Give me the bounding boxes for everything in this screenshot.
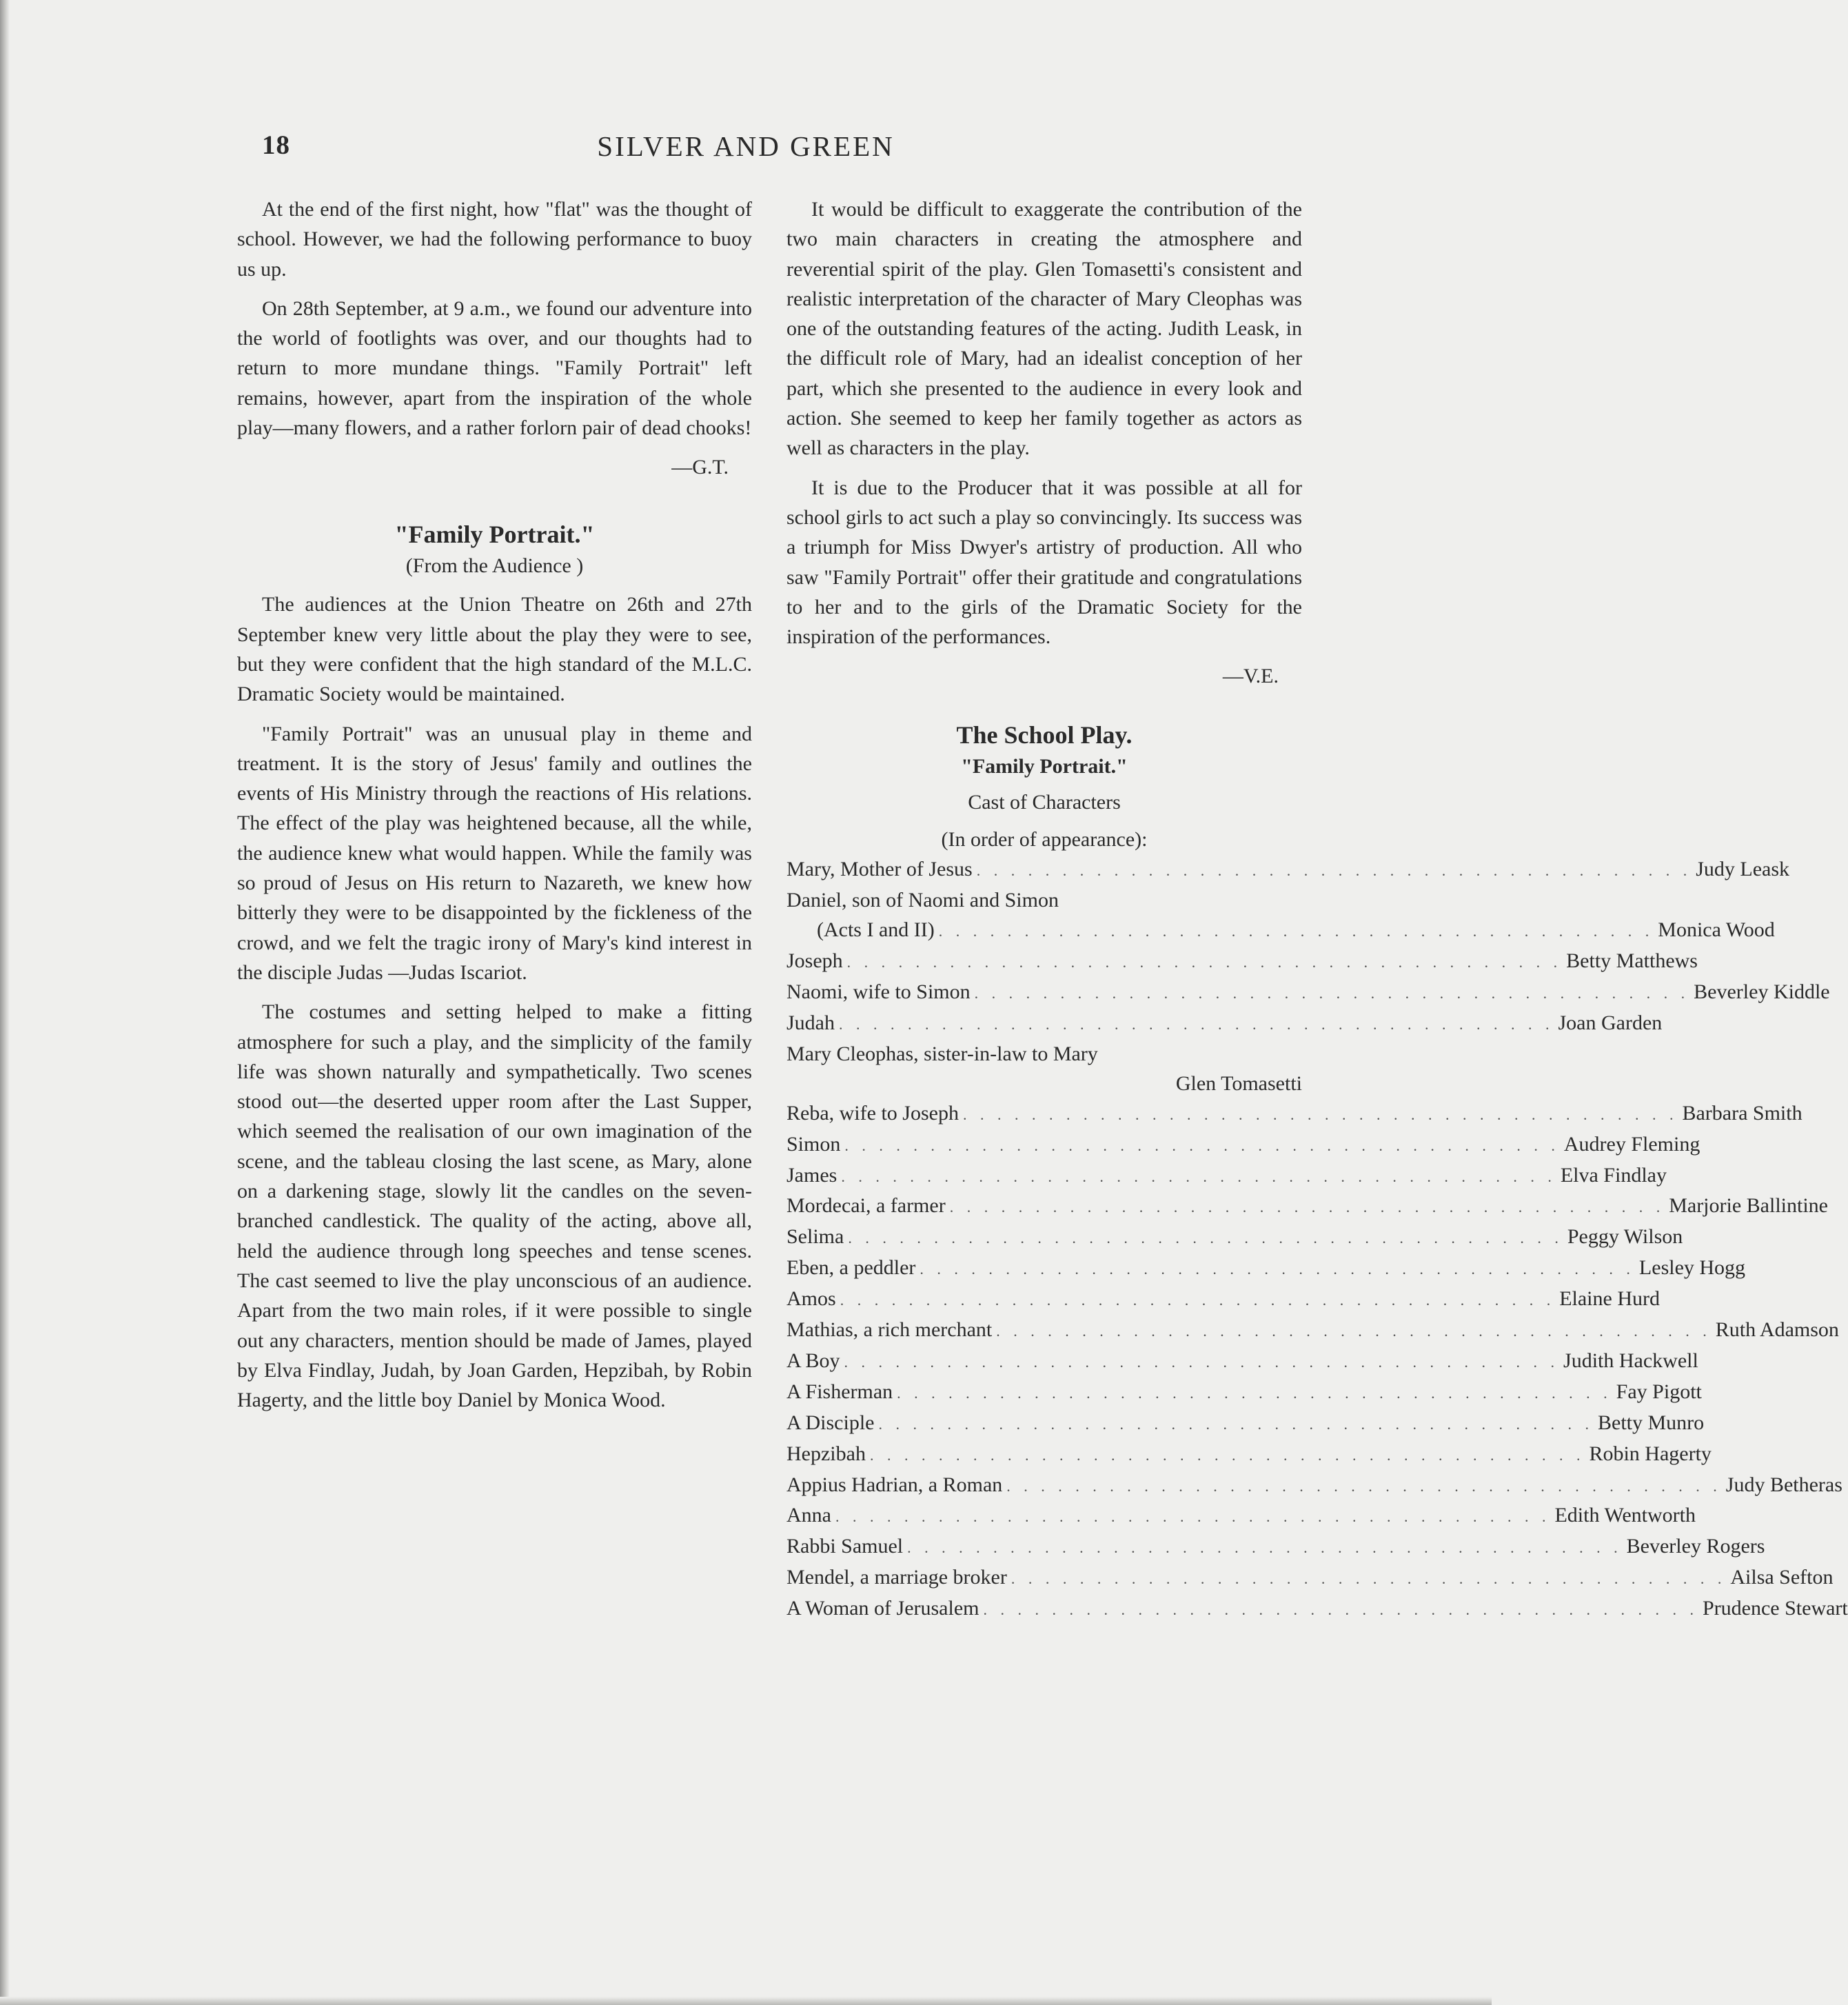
cast-row [786,1409,1705,1440]
cast-actor: Elaine Hurd [1559,1287,1660,1311]
cast-role: Amos [786,1287,836,1311]
cast-role-line: Daniel, son of Naomi and Simon [786,889,1059,912]
left-column [237,194,752,1424]
cast-role: A Boy [786,1349,840,1372]
cast-role: Judah [786,1011,835,1034]
cast-role: Eben, a peddler [786,1256,916,1280]
cast-actor-line: Glen Tomasetti [1175,1071,1302,1095]
cast-row [786,1471,1842,1502]
cast-row [786,1440,1712,1471]
cast-row [786,916,1775,947]
cast-actor: Beverley Kiddle [1694,980,1830,1004]
cast-role: A Fisherman [786,1380,893,1403]
cast-actor: Judy Betheras [1725,1473,1842,1496]
leader-dots: . . . . . . . . . . . . . . . . . . . . . . . . . . . . . . . . . . . . . . . . . . [976,862,1692,880]
leader-dots: . . . . . . . . . . . . . . . . . . . . . . . . . . . . . . . . . . . . . . . . . . [897,1384,1612,1402]
leader-dots: . . . . . . . . . . . . . . . . . . . . . . . . . . . . . . . . . . . . . . . . . . [844,1353,1560,1371]
cast-row [786,1009,1663,1040]
leader-dots: . . . . . . . . . . . . . . . . . . . . . . . . . . . . . . . . . . . . . . . . . . [983,1601,1698,1619]
cast-row [786,855,1789,886]
cast-heading: Cast of Characters [968,791,1121,814]
cast-row [786,947,1698,978]
leader-dots: . . . . . . . . . . . . . . . . . . . . . . . . . . . . . . . . . . . . . . . . . . [840,1291,1556,1309]
cast-actor: Judith Hackwell [1563,1349,1698,1372]
cast-row [786,1191,1828,1222]
cast-row [786,1130,1700,1161]
cast-role: Hepzibah [786,1442,866,1465]
cast-row [786,978,1830,1009]
review-paragraph-4: It would be difficult to exaggerate the contribution of the two main characters in creating the atmosphere and reverential spirit of the play. Glen Tomasetti's consistent and realistic interpretation of the character of Mary Cleophas was one of the outstanding features of the acting. Judith Leask, in the difficult role of Mary, had an idealist conception of her part, which she presented to the audience in every look and action. She seemed to keep her family together as actors as well as characters in the play. [786,198,1302,460]
page-header [0,130,1492,171]
leader-dots: . . . . . . . . . . . . . . . . . . . . . . . . . . . . . . . . . . . . . . . . . . [841,1167,1556,1185]
cast-role: Selima [786,1225,844,1249]
leader-dots: . . . . . . . . . . . . . . . . . . . . . . . . . . . . . . . . . . . . . . . . . . [844,1136,1560,1154]
cast-actor: Monica Wood [1658,918,1775,942]
review-subtitle: (From the Audience ) [405,554,584,578]
cast-actor: Judy Leask [1696,858,1789,881]
cast-actor: Betty Matthews [1566,949,1698,973]
leader-dots: . . . . . . . . . . . . . . . . . . . . . . . . . . . . . . . . . . . . . . . . . . [1011,1570,1727,1588]
cast-role: Joseph [786,949,843,973]
cast-row [786,1563,1834,1594]
cast-row [786,1532,1765,1563]
cast-actor: Ruth Adamson [1715,1318,1839,1342]
cast-row [786,1284,1660,1316]
leader-dots: . . . . . . . . . . . . . . . . . . . . . . . . . . . . . . . . . . . . . . . . . . [949,1198,1665,1216]
cast-role: Appius Hadrian, a Roman [786,1473,1003,1496]
review-title: "Family Portrait." [394,521,595,549]
leader-dots: . . . . . . . . . . . . . . . . . . . . . . . . . . . . . . . . . . . . . . . . . . [1006,1477,1722,1495]
review-paragraph-1: The audiences at the Union Theatre on 26th and 27th September knew very little about the play they were to see, but they were confident that the high standard of the M.L.C. Dramatic Society would be maintained. [237,593,752,706]
leader-dots: . . . . . . . . . . . . . . . . . . . . . . . . . . . . . . . . . . . . . . . . . . [839,1015,1554,1033]
cast-actor: Betty Munro [1598,1411,1705,1434]
cast-role: A Woman of Jerusalem [786,1597,979,1620]
cast-row [786,1316,1839,1347]
cast-role: Naomi, wife to Simon [786,980,971,1004]
cast-actor: Barbara Smith [1682,1101,1803,1125]
leader-dots: . . . . . . . . . . . . . . . . . . . . . . . . . . . . . . . . . . . . . . . . . . [938,923,1654,940]
cast-row [786,1378,1702,1409]
cast-row [786,1594,1848,1625]
cast-row [786,1099,1803,1130]
cast-actor: Audrey Fleming [1563,1132,1700,1156]
cast-row [786,1253,1746,1284]
cast-actor: Peggy Wilson [1567,1225,1683,1249]
cast-row [786,1222,1683,1253]
cast-role: Mathias, a rich merchant [786,1318,993,1342]
cast-role: (Acts I and II) [817,918,935,942]
leader-dots: . . . . . . . . . . . . . . . . . . . . . . . . . . . . . . . . . . . . . . . . . . [907,1539,1623,1557]
cast-actor: Edith Wentworth [1554,1504,1696,1527]
cast-list [786,855,1848,1625]
cast-role: James [786,1163,837,1187]
leader-dots: . . . . . . . . . . . . . . . . . . . . . . . . . . . . . . . . . . . . . . . . . . [846,954,1563,971]
running-head: SILVER AND GREEN [597,130,895,162]
leader-dots: . . . . . . . . . . . . . . . . . . . . . . . . . . . . . . . . . . . . . . . . . . [962,1105,1678,1123]
cast-role-line: Mary Cleophas, sister-in-law to Mary [786,1042,1098,1065]
cast-role: Mendel, a marriage broker [786,1566,1007,1589]
cast-role: Reba, wife to Joseph [786,1101,959,1125]
cast-actor: Elva Findlay [1560,1163,1667,1187]
page-number: 18 [262,130,290,160]
right-column [786,194,1848,1625]
review-paragraph-5: It is due to the Producer that it was possible at all for school girls to act such a play so convincingly. Its success was a triumph for Miss Dwyer's artistry of production. All who saw "Family Portrait" offer their gratitude and congratulations to her and to the girls of the Dramatic Society for the inspiration of the performances. [786,476,1302,649]
cast-note: (In order of appearance): [941,828,1148,852]
cast-actor: Beverley Rogers [1626,1535,1765,1558]
page-spine-shadow [0,0,10,2005]
cast-row [786,1347,1698,1378]
leader-dots: . . . . . . . . . . . . . . . . . . . . . . . . . . . . . . . . . . . . . . . . . . [848,1229,1563,1247]
intro-paragraph-1: At the end of the first night, how "flat" was the thought of school. However, we had the following performance to buoy us up. [237,198,752,281]
intro-paragraph-2: On 28th September, at 9 a.m., we found our adventure into the world of footlights was over, and our thoughts had to return to more mundane things. "Family Portrait" left remains, however, apart from the inspiration of the whole play—many flowers, and a rather forlorn pair of dead chooks! [237,296,752,440]
page-bottom-edge [0,1997,1492,2005]
cast-row [786,1501,1696,1532]
cast-actor: Joan Garden [1558,1011,1663,1034]
leader-dots: . . . . . . . . . . . . . . . . . . . . . . . . . . . . . . . . . . . . . . . . . . [996,1322,1712,1340]
cast-actor: Lesley Hogg [1638,1256,1746,1280]
leader-dots: . . . . . . . . . . . . . . . . . . . . . . . . . . . . . . . . . . . . . . . . . . [974,985,1690,1002]
cast-actor: Fay Pigott [1616,1380,1702,1403]
cast-role: Rabbi Samuel [786,1535,904,1558]
cast-actor: Prudence Stewart [1702,1597,1848,1620]
review-paragraph-3: The costumes and setting helped to make a fitting atmosphere for such a play, and the simplicity of the family life was shown naturally and sympathetically. Two scenes stood out—the deserted upper room after the Last Supper, which seemed the realisation of our own imagination of the scene, and the tableau closing the last scene, as Mary, alone on a darkening stage, slowly lit the candles on the seven-branched candlestick. The quality of the acting, above all, held the audience through long speeches and tense scenes. The cast seemed to live the play unconscious of an audience. Apart from the two main roles, if it were possible to single out any characters, mention should be made of James, played by Elva Findlay, Judah, by Joan Garden, Hepzibah, by Robin Hagerty, and the little boy Daniel by Monica Wood. [237,1000,752,1412]
leader-dots: . . . . . . . . . . . . . . . . . . . . . . . . . . . . . . . . . . . . . . . . . . [878,1415,1594,1433]
cast-role: Simon [786,1132,841,1156]
leader-dots: . . . . . . . . . . . . . . . . . . . . . . . . . . . . . . . . . . . . . . . . . . [869,1446,1585,1464]
cast-row [786,1161,1667,1192]
cast-role: Mordecai, a farmer [786,1194,946,1218]
cast-actor: Ailsa Sefton [1730,1566,1834,1589]
cast-actor: Marjorie Ballintine [1669,1194,1828,1218]
cast-role: A Disciple [786,1411,875,1434]
cast-role: Anna [786,1504,831,1527]
cast-actor: Robin Hagerty [1589,1442,1712,1465]
cast-role: Mary, Mother of Jesus [786,858,973,881]
play-title: The School Play. [956,721,1133,749]
review-signature: —V.E. [1222,665,1279,688]
leader-dots: . . . . . . . . . . . . . . . . . . . . . . . . . . . . . . . . . . . . . . . . . . [920,1260,1635,1278]
intro-signature: —G.T. [671,456,729,479]
review-paragraph-2: "Family Portrait" was an unusual play in theme and treatment. It is the story of Jesus' family and outlines the events of His Ministry through the reactions of His relations. The effect of the play was heightened because, all the while, the audience knew what would happen. While the family was so proud of Jesus on His return to Nazareth, we knew how bitterly they were to be disappointed by the fickleness of the crowd, and we felt the tragic irony of Mary's kind interest in the disciple Judas —Judas Iscariot. [237,722,752,984]
play-subtitle: "Family Portrait." [961,755,1128,778]
leader-dots: . . . . . . . . . . . . . . . . . . . . . . . . . . . . . . . . . . . . . . . . . . [835,1508,1551,1526]
